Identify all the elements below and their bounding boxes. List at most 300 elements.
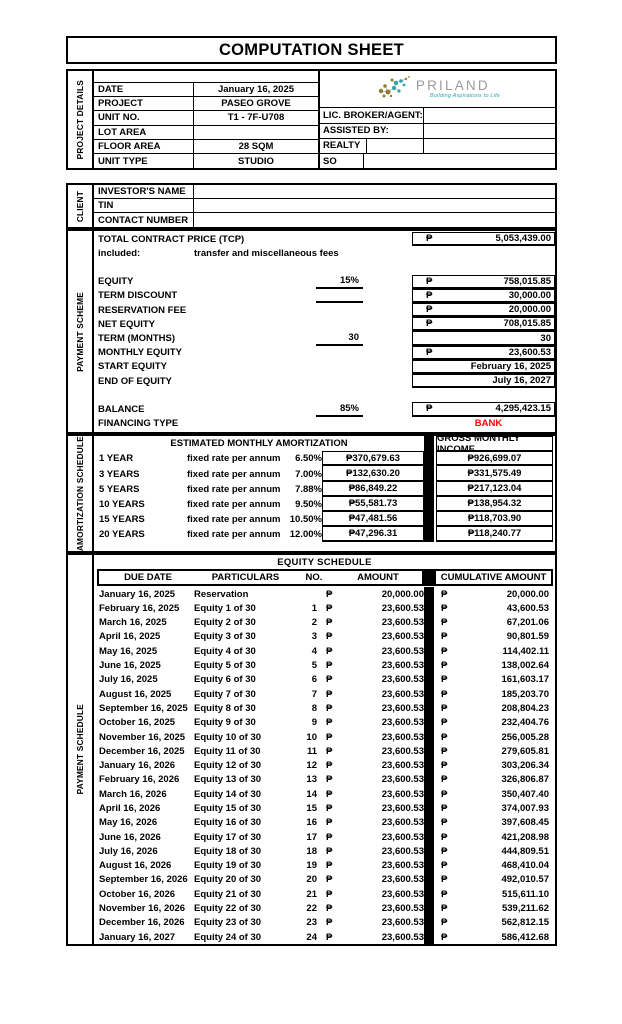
- no-cell: 2: [311, 617, 317, 629]
- gross-income-value: ₱331,575.49: [436, 466, 553, 481]
- monthly-amortization-value: ₱47,296.31: [322, 527, 424, 542]
- cumulative-cell-group: [434, 760, 555, 771]
- schedule-row: [94, 758, 555, 772]
- cumulative-cell-group: [434, 817, 555, 828]
- logo-tagline: Building Aspirations to Life: [429, 92, 501, 99]
- divider-bar: [424, 466, 434, 481]
- assisted-by-value: [424, 124, 555, 138]
- divider-bar: [424, 873, 434, 887]
- peso-sign: ₱: [441, 917, 448, 929]
- amount-cell: 23,600.53: [381, 745, 424, 757]
- equity-left-headers: [97, 569, 424, 586]
- peso-sign: ₱: [326, 831, 333, 843]
- cumulative-cell-group: [434, 717, 555, 728]
- rate-type-label: fixed rate per annum: [187, 483, 281, 495]
- cumulative-amount-cell: 90,801.59: [506, 631, 549, 643]
- detail-row: [94, 111, 318, 125]
- no-cell: 19: [306, 860, 317, 872]
- due-date-cell: January 16, 2026: [99, 760, 176, 772]
- particulars-cell: Equity 16 of 30: [194, 817, 262, 829]
- peso-sign: ₱: [441, 931, 448, 943]
- amount-header: AMOUNT: [357, 572, 399, 584]
- divider-bar: [424, 630, 434, 644]
- detail-value: January 16, 2025: [217, 84, 295, 96]
- amount-cell: 23,600.53: [381, 617, 424, 629]
- schedule-row: [94, 816, 555, 830]
- equity-schedule-rows: [94, 586, 555, 944]
- scheme-value: 20,000.00: [508, 304, 551, 316]
- due-date-cell: February 16, 2025: [99, 602, 180, 614]
- project-details-content: [92, 69, 557, 170]
- schedule-row: [94, 901, 555, 915]
- peso-sign: ₱: [441, 745, 448, 757]
- divider-bar: [424, 687, 434, 701]
- peso-sign: ₱: [441, 774, 448, 786]
- detail-value: 28 SQM: [238, 140, 274, 152]
- client-row: [94, 213, 555, 227]
- cumulative-amount-cell: 350,407.40: [501, 788, 549, 800]
- scheme-value-box: [412, 275, 555, 289]
- amount-cell: 23,600.53: [381, 788, 424, 800]
- logo-dots-icon: [375, 75, 413, 103]
- amount-cell: 23,600.53: [381, 802, 424, 814]
- amount-cell: 23,600.53: [381, 845, 424, 857]
- amount-cell: 23,600.53: [381, 674, 424, 686]
- equity-schedule-content: [92, 553, 557, 946]
- scheme-label: START EQUITY: [98, 361, 167, 373]
- divider-bar: [424, 482, 434, 497]
- client-field-value: [194, 199, 555, 212]
- peso-sign: ₱: [326, 874, 333, 886]
- due-date-cell: July 16, 2026: [99, 845, 158, 857]
- detail-value: STUDIO: [238, 155, 274, 167]
- schedule-row: [94, 830, 555, 844]
- scheme-value-box: [412, 417, 555, 431]
- due-date-cell: September 16, 2026: [99, 874, 188, 886]
- peso-sign: ₱: [441, 860, 448, 872]
- particulars-cell: Equity 10 of 30: [194, 731, 262, 743]
- scheme-mid-value: [316, 289, 363, 303]
- cumulative-cell-group: [434, 803, 555, 814]
- payment-scheme-row: [94, 317, 555, 331]
- amount-cell: 23,600.53: [381, 645, 424, 657]
- payment-scheme-row: [94, 275, 555, 289]
- cumulative-amount-cell: 185,203.70: [501, 688, 549, 700]
- divider-bar: [424, 887, 434, 901]
- scheme-value: 30: [540, 332, 551, 344]
- rate-value: 10.50%: [289, 514, 322, 526]
- client-field-label: CONTACT NUMBER: [94, 213, 194, 227]
- detail-value: [194, 126, 318, 139]
- schedule-row: [94, 630, 555, 644]
- due-date-cell: April 16, 2025: [99, 631, 161, 643]
- detail-value: T1 - 7F-U708: [227, 112, 285, 124]
- assisted-by-label: ASSISTED BY:: [320, 124, 424, 138]
- no-cell: 6: [311, 674, 317, 686]
- cumulative-amount-cell: 444,809.51: [501, 845, 549, 857]
- amount-cell: 23,600.53: [381, 931, 424, 943]
- assisted-by-row: [320, 124, 555, 139]
- divider-bar: [424, 497, 434, 512]
- rate-type-label: fixed rate per annum: [187, 514, 281, 526]
- logo-wordmark: PRILAND: [415, 78, 490, 94]
- schedule-row: [94, 844, 555, 858]
- broker-label: LIC. BROKER/AGENT:: [320, 108, 424, 122]
- term-label: 10 YEARS: [99, 498, 145, 510]
- schedule-row: [94, 644, 555, 658]
- cumulative-cell-group: [434, 789, 555, 800]
- cumulative-cell-group: [434, 646, 555, 657]
- peso-sign: ₱: [441, 845, 448, 857]
- detail-label: FLOOR AREA: [94, 140, 194, 153]
- divider-bar: [424, 901, 434, 915]
- cumulative-amount-header: CUMULATIVE AMOUNT: [434, 569, 553, 586]
- divider-bar: [424, 587, 434, 601]
- payment-scheme-row: [94, 331, 555, 345]
- scheme-value: February 16, 2025: [470, 360, 551, 372]
- monthly-amortization-value: ₱47,481.56: [322, 512, 424, 527]
- divider-bar: [424, 615, 434, 629]
- empty-strip: [94, 71, 318, 83]
- cumulative-amount-cell: 468,410.04: [501, 860, 549, 872]
- no-cell: 10: [306, 731, 317, 743]
- broker-value: [424, 108, 555, 122]
- cumulative-cell-group: [434, 932, 555, 943]
- particulars-cell: Equity 14 of 30: [194, 788, 262, 800]
- no-cell: 1: [311, 602, 317, 614]
- scheme-value: 708,015.85: [503, 318, 551, 330]
- particulars-cell: Equity 9 of 30: [194, 717, 256, 729]
- amount-cell: 23,600.53: [381, 688, 424, 700]
- scheme-value-box: [412, 402, 555, 416]
- amortization-content: [92, 434, 557, 553]
- client-row: [94, 185, 555, 199]
- payment-schedule-side-label: PAYMENT SCHEDULE: [75, 704, 85, 795]
- section-project-details: [66, 69, 557, 170]
- amount-cell: 23,600.53: [381, 860, 424, 872]
- peso-sign: ₱: [441, 602, 448, 614]
- cumulative-cell-group: [434, 617, 555, 628]
- payment-scheme-row: [94, 346, 555, 360]
- scheme-label: RESERVATION FEE: [98, 304, 187, 316]
- amount-cell: 23,600.53: [381, 731, 424, 743]
- schedule-row: [94, 744, 555, 758]
- cumulative-amount-cell: 256,005.28: [501, 731, 549, 743]
- due-date-cell: November 16, 2026: [99, 903, 186, 915]
- particulars-header: PARTICULARS: [211, 572, 280, 584]
- cumulative-cell-group: [434, 774, 555, 785]
- schedule-row: [94, 716, 555, 730]
- no-cell: 21: [306, 888, 317, 900]
- amount-cell: 20,000.00: [381, 588, 424, 600]
- scheme-mid-value: transfer and miscellaneous fees: [194, 247, 339, 259]
- cumulative-cell-group: [434, 732, 555, 743]
- particulars-cell: Equity 23 of 30: [194, 917, 262, 929]
- payment-scheme-row: [94, 374, 555, 388]
- divider-bar: [424, 569, 434, 586]
- cumulative-amount-cell: 161,603.17: [501, 674, 549, 686]
- particulars-cell: Equity 7 of 30: [194, 688, 256, 700]
- scheme-value: 4,295,423.15: [495, 403, 551, 415]
- due-date-cell: January 16, 2025: [99, 588, 176, 600]
- peso-sign: ₱: [326, 617, 333, 629]
- divider-bar: [424, 730, 434, 744]
- cumulative-cell-group: [434, 874, 555, 885]
- client-row: [94, 199, 555, 213]
- section-client: [66, 183, 557, 229]
- scheme-label: EQUITY: [98, 276, 134, 288]
- amount-cell: 23,600.53: [381, 817, 424, 829]
- scheme-value-box: [412, 374, 555, 388]
- gross-income-value: ₱118,703.90: [436, 512, 553, 527]
- schedule-row: [94, 930, 555, 944]
- due-date-header: DUE DATE: [124, 572, 172, 584]
- peso-sign: ₱: [441, 817, 448, 829]
- schedule-row: [94, 673, 555, 687]
- divider-bar: [424, 830, 434, 844]
- rate-type-label: fixed rate per annum: [187, 453, 281, 465]
- scheme-value-box: [412, 303, 555, 317]
- divider-bar: [424, 930, 434, 944]
- amortization-row: [94, 512, 555, 527]
- cumulative-amount-cell: 114,402.11: [502, 645, 549, 657]
- due-date-cell: November 16, 2025: [99, 731, 186, 743]
- detail-row: [94, 83, 318, 97]
- schedule-row: [94, 658, 555, 672]
- detail-row: [94, 154, 318, 168]
- due-date-cell: March 16, 2025: [99, 617, 167, 629]
- client-content: [92, 183, 557, 229]
- divider-bar: [424, 527, 434, 542]
- monthly-amortization-value: ₱132,630.20: [322, 466, 424, 481]
- peso-sign: ₱: [441, 645, 448, 657]
- scheme-label: TERM DISCOUNT: [98, 290, 178, 302]
- scheme-mid-value: 30: [316, 331, 363, 345]
- client-field-value: [194, 185, 555, 198]
- payment-scheme-row: [94, 289, 555, 303]
- scheme-value: 23,600.53: [508, 346, 551, 358]
- divider-bar: [424, 673, 434, 687]
- no-cell: 11: [306, 745, 317, 757]
- schedule-row: [94, 601, 555, 615]
- term-label: 5 YEARS: [99, 483, 140, 495]
- peso-sign: ₱: [441, 674, 448, 686]
- schedule-row: [94, 787, 555, 801]
- realty-mid-cell: [367, 139, 424, 153]
- cumulative-amount-cell: 397,608.45: [501, 817, 549, 829]
- detail-row: [94, 126, 318, 140]
- gross-income-value: ₱118,240.77: [436, 527, 553, 542]
- section-payment-scheme: [66, 229, 557, 434]
- cumulative-cell-group: [434, 917, 555, 928]
- divider-bar: [424, 658, 434, 672]
- sheet: [66, 36, 557, 946]
- particulars-cell: Equity 17 of 30: [194, 831, 262, 843]
- peso-sign: ₱: [326, 602, 333, 614]
- cumulative-cell-group: [434, 631, 555, 642]
- gross-income-value: ₱138,954.32: [436, 497, 553, 512]
- divider-bar: [424, 844, 434, 858]
- section-payment-schedule: [66, 553, 557, 946]
- amount-cell: 23,600.53: [381, 702, 424, 714]
- no-cell: 16: [306, 817, 317, 829]
- peso-sign: ₱: [426, 403, 433, 415]
- peso-sign: ₱: [326, 817, 333, 829]
- schedule-row: [94, 730, 555, 744]
- cumulative-amount-cell: 43,600.53: [506, 602, 549, 614]
- scheme-value: 30,000.00: [508, 289, 551, 301]
- gross-income-value: ₱217,123.04: [436, 482, 553, 497]
- cumulative-amount-cell: 20,000.00: [506, 588, 549, 600]
- particulars-cell: Equity 3 of 30: [194, 631, 256, 643]
- cumulative-cell-group: [434, 703, 555, 714]
- rate-value: 12.00%: [289, 529, 322, 541]
- no-cell: 23: [306, 917, 317, 929]
- page-title: COMPUTATION SHEET: [66, 36, 557, 64]
- scheme-label: included:: [98, 247, 141, 259]
- amount-cell: 23,600.53: [381, 760, 424, 772]
- realty-value: [424, 139, 555, 153]
- detail-row: [94, 97, 318, 111]
- cumulative-amount-cell: 326,806.87: [501, 774, 549, 786]
- peso-sign: ₱: [426, 289, 433, 301]
- scheme-value: July 16, 2027: [492, 375, 551, 387]
- peso-sign: ₱: [326, 860, 333, 872]
- cumulative-amount-cell: 492,010.57: [501, 874, 549, 886]
- particulars-cell: Equity 22 of 30: [194, 903, 262, 915]
- cumulative-cell-group: [434, 689, 555, 700]
- payment-scheme-row: [94, 232, 555, 246]
- cumulative-amount-cell: 138,002.64: [501, 660, 549, 672]
- cumulative-amount-cell: 208,804.23: [501, 702, 549, 714]
- amount-cell: 23,600.53: [381, 774, 424, 786]
- rate-value: 9.50%: [295, 498, 322, 510]
- payment-scheme-side-label: PAYMENT SCHEME: [75, 291, 85, 372]
- amount-cell: 23,600.53: [381, 917, 424, 929]
- peso-sign: ₱: [326, 774, 333, 786]
- project-details-side-tab: [66, 69, 92, 170]
- peso-sign: ₱: [326, 717, 333, 729]
- particulars-cell: Equity 15 of 30: [194, 802, 262, 814]
- schedule-row: [94, 916, 555, 930]
- client-side-tab: [66, 183, 92, 229]
- payment-scheme-row: [94, 402, 555, 416]
- no-cell: 13: [306, 774, 317, 786]
- detail-label: UNIT TYPE: [94, 154, 194, 168]
- cumulative-amount-cell: 374,007.93: [501, 802, 549, 814]
- gross-income-value: ₱926,699.07: [436, 451, 553, 466]
- peso-sign: ₱: [326, 802, 333, 814]
- particulars-cell: Equity 24 of 30: [194, 931, 262, 943]
- section-amortization: [66, 434, 557, 553]
- schedule-row: [94, 859, 555, 873]
- peso-sign: ₱: [441, 802, 448, 814]
- realty-label: REALTY: [320, 139, 367, 153]
- peso-sign: ₱: [441, 588, 448, 600]
- scheme-value-box: [412, 360, 555, 374]
- rate-type-label: fixed rate per annum: [187, 498, 281, 510]
- scheme-label: TERM (MONTHS): [98, 333, 176, 345]
- divider-bar: [424, 701, 434, 715]
- particulars-cell: Reservation: [194, 588, 249, 600]
- no-cell: 15: [306, 802, 317, 814]
- no-cell: 8: [311, 702, 317, 714]
- peso-sign: ₱: [441, 660, 448, 672]
- peso-sign: ₱: [326, 745, 333, 757]
- peso-sign: ₱: [426, 275, 433, 287]
- scheme-value-box: [412, 346, 555, 360]
- amount-cell: 23,600.53: [381, 874, 424, 886]
- peso-sign: ₱: [326, 788, 333, 800]
- particulars-cell: Equity 8 of 30: [194, 702, 256, 714]
- scheme-label: END OF EQUITY: [98, 375, 172, 387]
- divider-bar: [424, 787, 434, 801]
- no-cell: 14: [306, 788, 317, 800]
- project-details-left: [94, 71, 320, 168]
- due-date-cell: October 16, 2026: [99, 888, 176, 900]
- scheme-value: 5,053,439.00: [495, 233, 551, 245]
- no-cell: 7: [311, 688, 317, 700]
- peso-sign: ₱: [441, 731, 448, 743]
- monthly-amortization-value: ₱370,679.63: [322, 451, 424, 466]
- divider-bar: [424, 758, 434, 772]
- no-cell: 5: [311, 660, 317, 672]
- payment-scheme-row: [94, 417, 555, 431]
- particulars-cell: Equity 12 of 30: [194, 760, 262, 772]
- rate-value: 6.50%: [295, 453, 322, 465]
- term-label: 20 YEARS: [99, 529, 145, 541]
- cumulative-amount-cell: 67,201.06: [506, 617, 549, 629]
- cumulative-cell-group: [434, 903, 555, 914]
- cumulative-amount-cell: 232,404.76: [501, 717, 549, 729]
- amortization-row: [94, 497, 555, 512]
- peso-sign: ₱: [441, 702, 448, 714]
- peso-sign: ₱: [426, 346, 433, 358]
- no-cell: 18: [306, 845, 317, 857]
- peso-sign: ₱: [326, 588, 333, 600]
- particulars-cell: Equity 4 of 30: [194, 645, 256, 657]
- payment-scheme-row: [94, 360, 555, 374]
- peso-sign: ₱: [326, 760, 333, 772]
- cumulative-amount-cell: 515,611.10: [501, 888, 549, 900]
- spacer: [66, 170, 557, 183]
- schedule-row: [94, 873, 555, 887]
- project-details-side-label: PROJECT DETAILS: [75, 79, 85, 160]
- schedule-row: [94, 687, 555, 701]
- amount-cell: 23,600.53: [381, 717, 424, 729]
- payment-scheme-row: [94, 261, 555, 275]
- cumulative-cell-group: [434, 846, 555, 857]
- due-date-cell: December 16, 2025: [99, 745, 185, 757]
- schedule-row: [94, 701, 555, 715]
- peso-sign: ₱: [426, 304, 433, 316]
- peso-sign: ₱: [326, 645, 333, 657]
- due-date-cell: December 16, 2026: [99, 917, 185, 929]
- peso-sign: ₱: [441, 888, 448, 900]
- amount-cell: 23,600.53: [381, 831, 424, 843]
- peso-sign: ₱: [441, 760, 448, 772]
- peso-sign: ₱: [441, 903, 448, 915]
- due-date-cell: May 16, 2025: [99, 645, 158, 657]
- due-date-cell: August 16, 2026: [99, 860, 172, 872]
- particulars-cell: Equity 1 of 30: [194, 602, 256, 614]
- particulars-cell: Equity 20 of 30: [194, 874, 262, 886]
- peso-sign: ₱: [441, 631, 448, 643]
- peso-sign: ₱: [326, 660, 333, 672]
- peso-sign: ₱: [441, 717, 448, 729]
- divider-bar: [424, 512, 434, 527]
- broker-row: [320, 108, 555, 123]
